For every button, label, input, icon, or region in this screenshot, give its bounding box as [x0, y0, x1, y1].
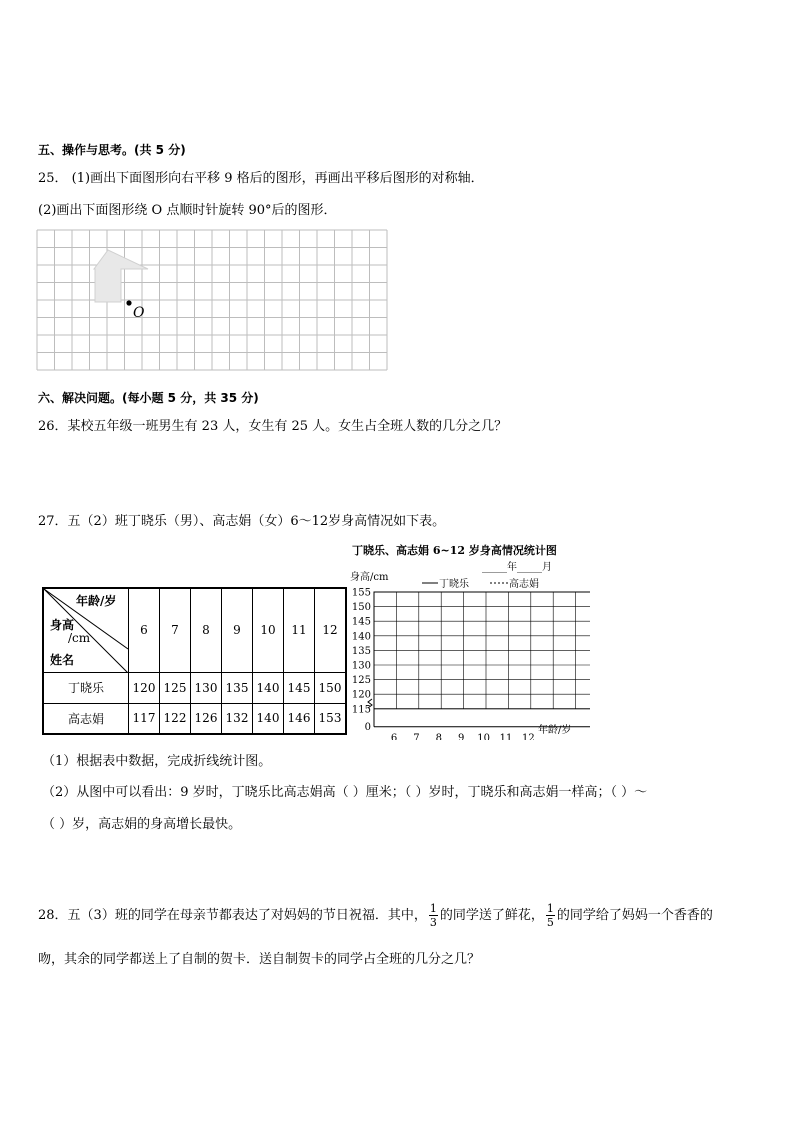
line-chart[interactable] [338, 540, 590, 740]
age-header: 9 [222, 588, 253, 672]
x-tick-label: 10 [477, 732, 490, 740]
fraction-one-third [429, 902, 438, 929]
header-age: 年龄/岁 [76, 594, 117, 608]
y-tick-label: 135 [351, 645, 371, 657]
table-cell: 135 [222, 672, 253, 703]
question-25-line-2: (2)画出下面图形绕 O 点顺时针旋转 90°后的图形． [38, 203, 337, 218]
table-header-row [43, 588, 346, 672]
question-27-part-1: （1）根据表中数据，完成折线统计图。 [42, 754, 272, 769]
table-cell: 140 [253, 672, 284, 703]
age-header: 6 [129, 588, 160, 672]
question-27-part-2-line-2: （ ）岁，高志娟的身高增长最快。 [42, 817, 242, 832]
question-28-line-2: 吻，其余的同学都送上了自制的贺卡．送自制贺卡的同学占全班的几分之几？ [38, 952, 481, 967]
legend-solid-label: 丁晓乐 [439, 579, 469, 590]
question-28-line-1 [38, 902, 713, 929]
x-tick-label: 9 [458, 732, 465, 740]
arrow-shape [94, 250, 148, 302]
table-row [43, 703, 346, 734]
table-cell: 120 [129, 672, 160, 703]
chart-grid [374, 592, 590, 727]
x-tick-label: 12 [522, 732, 535, 740]
x-tick-labels [391, 733, 535, 740]
y-tick-label: 130 [351, 660, 371, 672]
age-header: 10 [253, 588, 284, 672]
y-tick-label: 145 [351, 616, 371, 628]
q28-text-2: 的同学送了鲜花， [439, 908, 544, 923]
y-tick-label: 120 [351, 689, 371, 701]
table-cell: 153 [315, 703, 347, 734]
table-cell: 130 [191, 672, 222, 703]
x-axis-label: 年龄/岁 [538, 725, 572, 736]
y-tick-label: 150 [351, 602, 371, 614]
y-tick-labels [352, 588, 371, 733]
diagonal-header-cell [43, 588, 129, 672]
fraction-2-numerator: 1 [546, 902, 554, 915]
question-27-part-2-line-1: （2）从图中可以看出：9 岁时，丁晓乐比高志娟高（ ）厘米；（ ）岁时，丁晓乐和高志娟一样高；（ ）～ [42, 785, 648, 800]
y-tick-label: 115 [351, 704, 371, 716]
point-o [126, 300, 131, 305]
legend-dashed-label: 高志娟 [509, 579, 539, 590]
table-cell: 140 [253, 703, 284, 734]
y-tick-label: 0 [364, 721, 371, 733]
header-unit: /cm [68, 631, 91, 645]
fraction-2-denominator: 5 [546, 916, 554, 929]
q28-text-1: 28．五（3）班的同学在母亲节都表达了对妈妈的节日祝福．其中， [38, 908, 427, 923]
section-5-heading: 五、操作与思考。(共 5 分) [38, 143, 186, 157]
y-axis-label: 身高/cm [350, 572, 389, 583]
section-6-heading: 六、解决问题。(每小题 5 分，共 35 分) [38, 391, 259, 405]
y-tick-label: 140 [351, 631, 371, 643]
x-tick-label: 8 [435, 732, 442, 740]
drawing-grid[interactable] [36, 229, 388, 379]
age-header: 7 [160, 588, 191, 672]
question-25-line-1: 25． (1)画出下面图形向右平移 9 格后的图形，再画出平移后图形的对称轴． [38, 171, 484, 186]
x-tick-label: 11 [499, 732, 513, 740]
question-26: 26．某校五年级一班男生有 23 人，女生有 25 人。女生占全班人数的几分之几？ [38, 419, 508, 434]
grid-lines [37, 230, 387, 370]
x-tick-label: 6 [390, 732, 398, 740]
table-cell: 126 [191, 703, 222, 734]
table-cell: 146 [284, 703, 315, 734]
fraction-1-numerator: 1 [429, 902, 437, 915]
age-header: 12 [315, 588, 347, 672]
age-header: 8 [191, 588, 222, 672]
chart-title: 丁晓乐、高志娟 6~12 岁身高情况统计图 [352, 544, 557, 557]
y-tick-label: 125 [351, 675, 371, 687]
row-name: 高志娟 [43, 703, 129, 734]
question-27-intro: 27．五（2）班丁晓乐（男）、高志娟（女）6～12岁身高情况如下表。 [38, 514, 446, 529]
table-cell: 117 [129, 703, 160, 734]
fraction-1-denominator: 3 [429, 916, 437, 929]
age-header: 11 [284, 588, 315, 672]
q28-text-3: 的同学给了妈妈一个香香的 [556, 908, 713, 923]
table-cell: 125 [160, 672, 191, 703]
header-height: 身高 [50, 618, 75, 632]
chart-date-line: _____年_____月 [482, 562, 552, 573]
fraction-one-fifth [546, 902, 555, 929]
x-tick-label: 7 [413, 732, 420, 740]
table-cell: 150 [315, 672, 347, 703]
table-cell: 145 [284, 672, 315, 703]
y-tick-label: 155 [351, 587, 371, 599]
height-table [42, 587, 347, 735]
table-row [43, 672, 346, 703]
row-name: 丁晓乐 [43, 672, 129, 703]
header-name: 姓名 [50, 653, 75, 667]
point-o-label: O [133, 305, 145, 321]
table-cell: 122 [160, 703, 191, 734]
table-cell: 132 [222, 703, 253, 734]
